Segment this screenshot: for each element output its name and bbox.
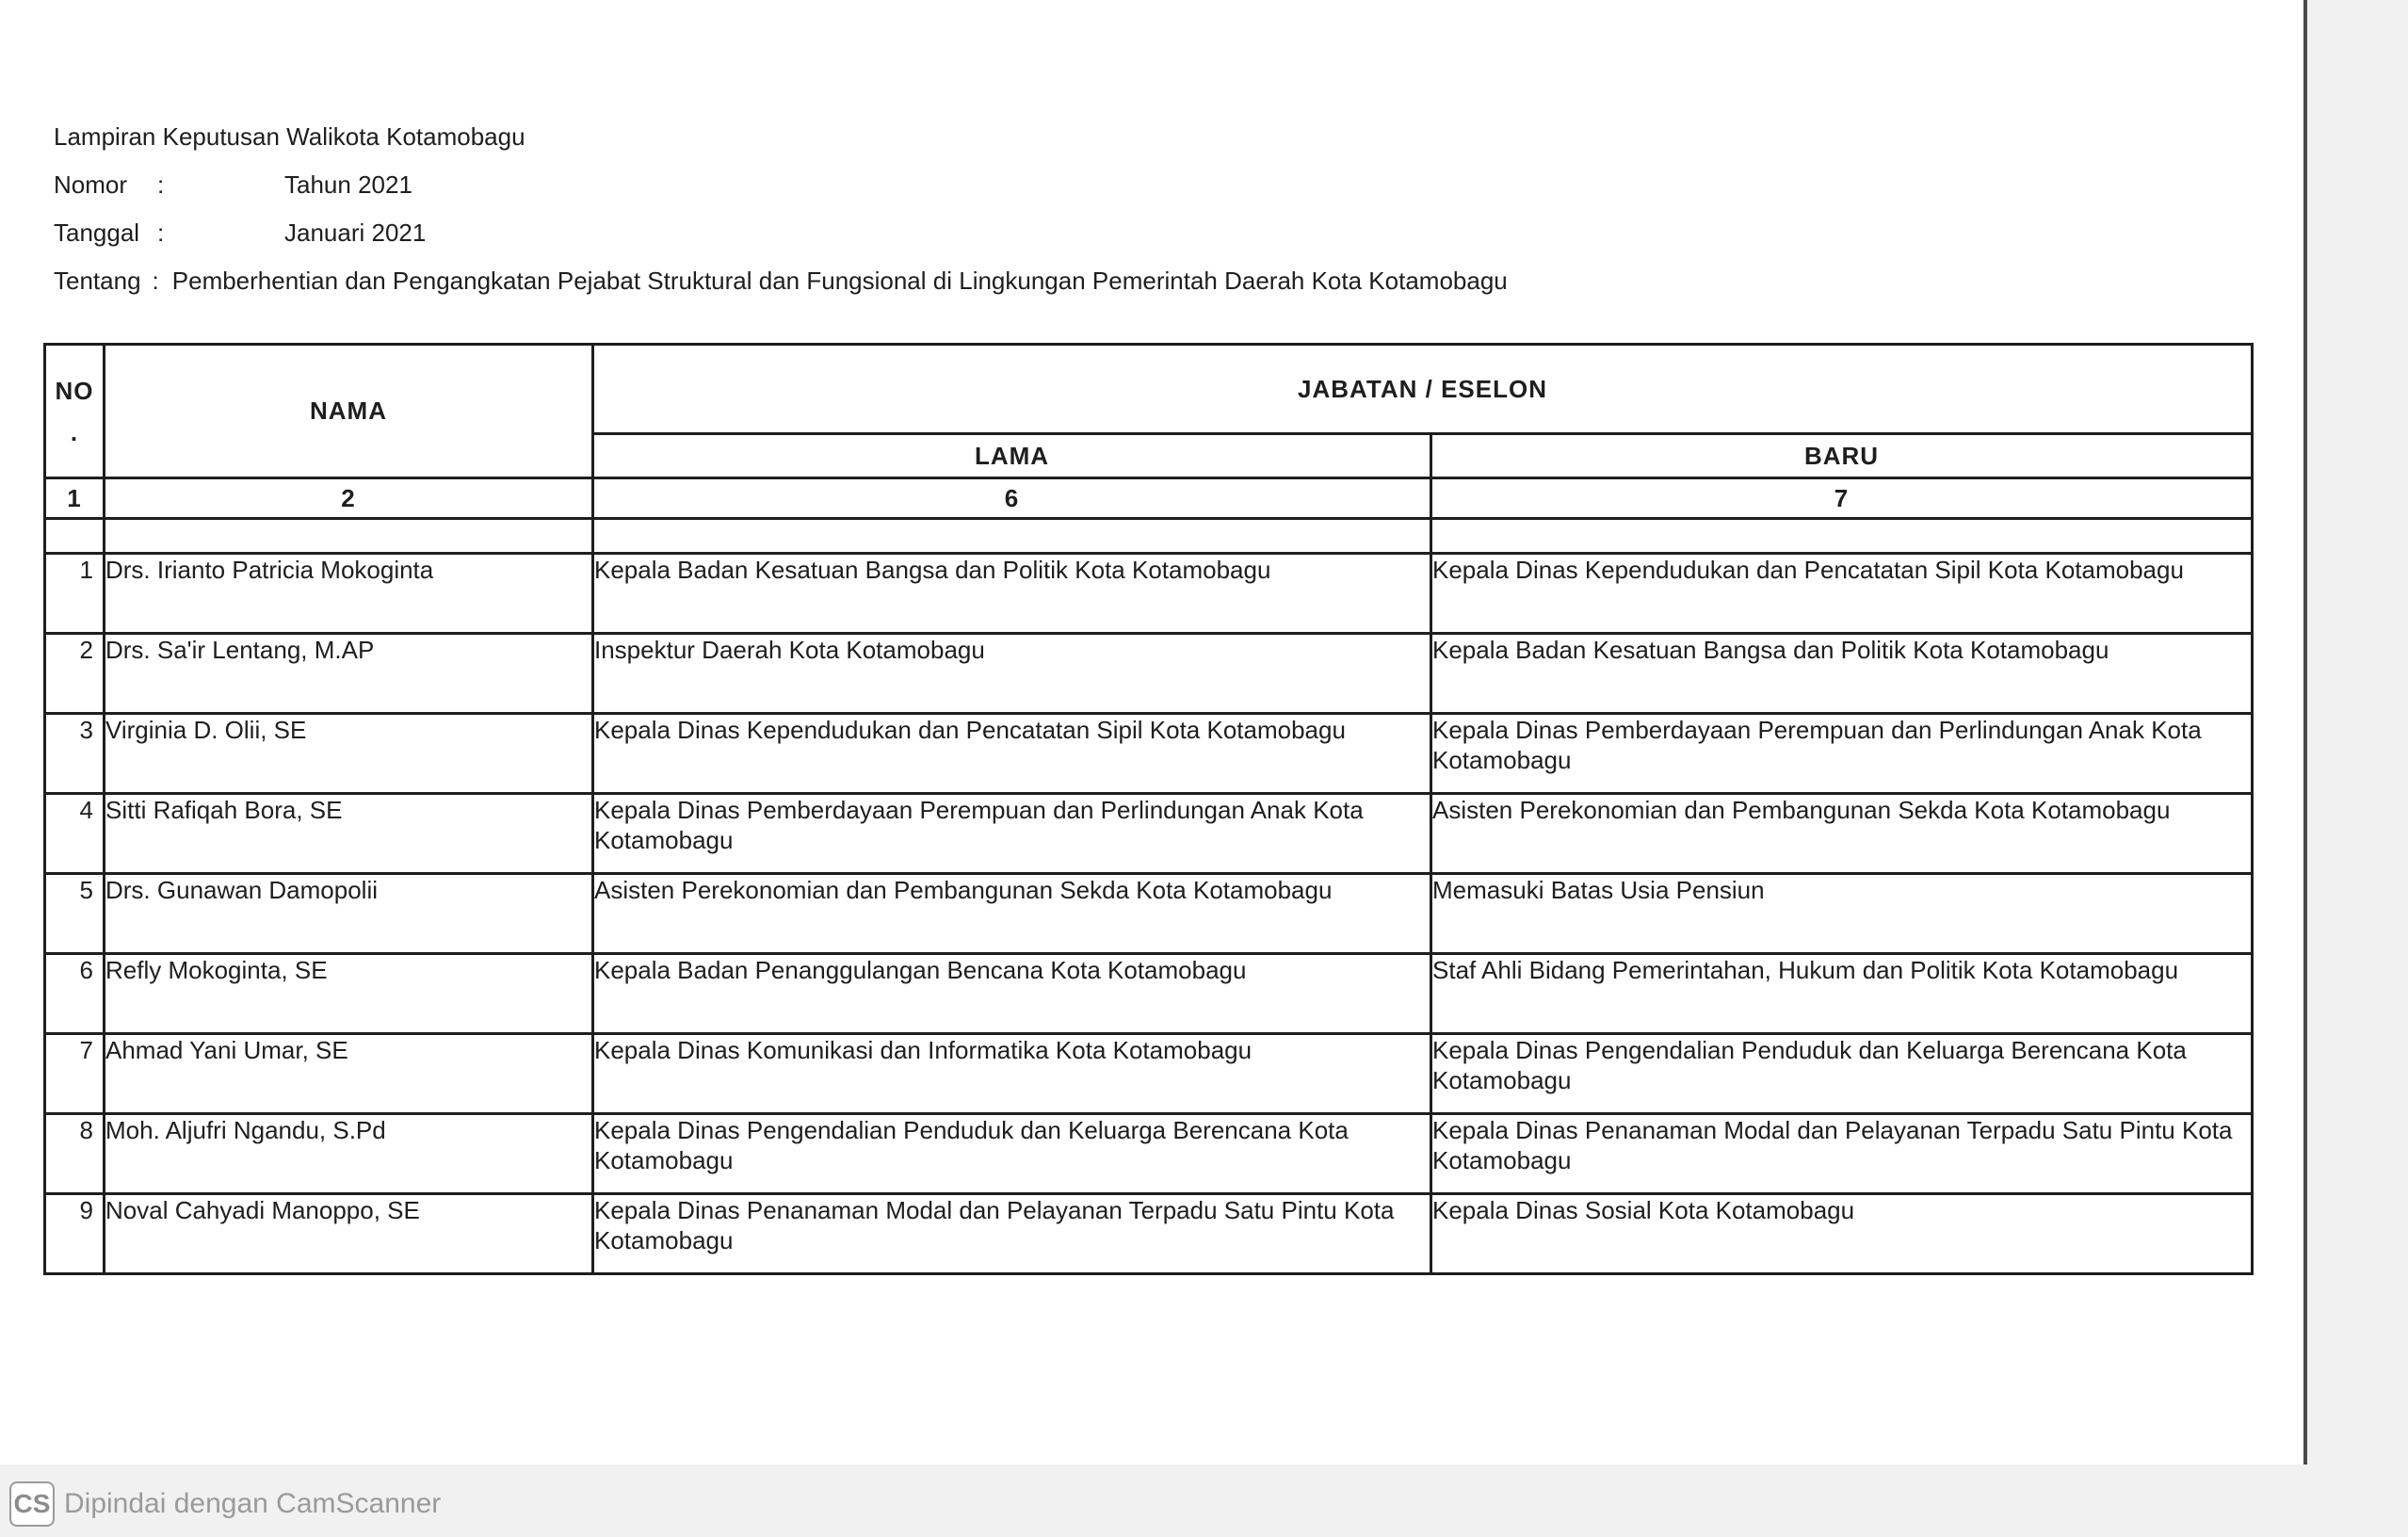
column-number-lama: 6: [593, 478, 1431, 519]
table-row: [45, 714, 2253, 794]
row-jabatan-lama: Kepala Dinas Pengendalian Penduduk dan Keluarga Berencana Kota Kotamobagu: [593, 1114, 1431, 1194]
row-no: 3: [45, 714, 105, 794]
row-no: 5: [45, 874, 105, 954]
row-jabatan-lama: Asisten Perekonomian dan Pembangunan Sekda Kota Kotamobagu: [593, 874, 1431, 954]
row-jabatan-lama: Kepala Dinas Pemberdayaan Perempuan dan Perlindungan Anak Kota Kotamobagu: [593, 794, 1431, 874]
blank-cell: [105, 519, 593, 554]
tanggal-value: Januari 2021: [284, 218, 427, 247]
row-nama: Drs. Gunawan Damopolii: [105, 874, 593, 954]
table-row: [45, 634, 2253, 714]
column-header-jabatan: JABATAN / ESELON: [593, 345, 2253, 434]
tentang-colon: :: [152, 267, 159, 295]
row-jabatan-baru: Kepala Dinas Pengendalian Penduduk dan Keluarga Berencana Kota Kotamobagu: [1431, 1034, 2253, 1114]
header-tanggal-row: [54, 209, 1508, 257]
row-jabatan-lama: Kepala Badan Kesatuan Bangsa dan Politik Kota Kotamobagu: [593, 554, 1431, 634]
row-jabatan-baru: Kepala Dinas Sosial Kota Kotamobagu: [1431, 1194, 2253, 1274]
tanggal-label: Tanggal: [54, 218, 140, 247]
column-header-no: [45, 345, 105, 478]
tentang-value: Pemberhentian dan Pengangkatan Pejabat Struktural dan Fungsional di Lingkungan Pemerintah Daerah Kota Kotamobagu: [171, 267, 1508, 295]
column-header-no-dot: .: [70, 418, 79, 446]
column-header-baru: BARU: [1431, 434, 2253, 478]
row-no: 7: [45, 1034, 105, 1114]
header-title-row: [54, 113, 1508, 161]
row-no: 6: [45, 954, 105, 1034]
column-number-nama: 2: [105, 478, 593, 519]
blank-row: [45, 519, 2253, 554]
row-jabatan-baru: Asisten Perekonomian dan Pembangunan Sekda Kota Kotamobagu: [1431, 794, 2253, 874]
row-nama: Sitti Rafiqah Bora, SE: [105, 794, 593, 874]
row-no: 4: [45, 794, 105, 874]
row-nama: Ahmad Yani Umar, SE: [105, 1034, 593, 1114]
column-header-no-text: NO: [55, 377, 94, 405]
table-row: [45, 554, 2253, 634]
page-edge-shadow: [2303, 0, 2307, 1464]
row-no: 2: [45, 634, 105, 714]
scanner-text: Dipindai dengan CamScanner: [64, 1488, 442, 1519]
column-number-baru: 7: [1431, 478, 2253, 519]
row-jabatan-baru: Kepala Dinas Penanaman Modal dan Pelayanan Terpadu Satu Pintu Kota Kotamobagu: [1431, 1114, 2253, 1194]
header-tentang-row: [54, 257, 1508, 305]
table-row: [45, 1034, 2253, 1114]
nomor-label: Nomor: [54, 170, 128, 199]
header-title: Lampiran Keputusan Walikota Kotamobagu: [54, 122, 525, 151]
document-header: [54, 113, 1508, 305]
camscanner-logo-icon: CS: [9, 1481, 55, 1527]
row-jabatan-baru: Kepala Dinas Kependudukan dan Pencatatan Sipil Kota Kotamobagu: [1431, 554, 2253, 634]
row-jabatan-lama: Kepala Dinas Komunikasi dan Informatika Kota Kotamobagu: [593, 1034, 1431, 1114]
row-nama: Virginia D. Olii, SE: [105, 714, 593, 794]
blank-cell: [45, 519, 105, 554]
header-nomor-row: [54, 161, 1508, 209]
row-no: 1: [45, 554, 105, 634]
nomor-value: Tahun 2021: [284, 170, 412, 199]
column-header-lama: LAMA: [593, 434, 1431, 478]
row-jabatan-baru: Staf Ahli Bidang Pemerintahan, Hukum dan Politik Kota Kotamobagu: [1431, 954, 2253, 1034]
column-number-no: 1: [45, 478, 105, 519]
blank-cell: [593, 519, 1431, 554]
nomor-colon: :: [157, 170, 165, 199]
row-jabatan-lama: Kepala Badan Penanggulangan Bencana Kota Kotamobagu: [593, 954, 1431, 1034]
table-row: [45, 954, 2253, 1034]
table-row: [45, 874, 2253, 954]
row-no: 9: [45, 1194, 105, 1274]
row-jabatan-lama: Kepala Dinas Kependudukan dan Pencatatan Sipil Kota Kotamobagu: [593, 714, 1431, 794]
row-nama: Noval Cahyadi Manoppo, SE: [105, 1194, 593, 1274]
row-no: 8: [45, 1114, 105, 1194]
row-nama: Drs. Irianto Patricia Mokoginta: [105, 554, 593, 634]
table-row: [45, 794, 2253, 874]
column-header-nama: NAMA: [105, 345, 593, 478]
row-jabatan-baru: Kepala Dinas Pemberdayaan Perempuan dan Perlindungan Anak Kota Kotamobagu: [1431, 714, 2253, 794]
row-nama: Refly Mokoginta, SE: [105, 954, 593, 1034]
row-jabatan-baru: Kepala Badan Kesatuan Bangsa dan Politik Kota Kotamobagu: [1431, 634, 2253, 714]
row-jabatan-lama: Inspektur Daerah Kota Kotamobagu: [593, 634, 1431, 714]
table-row: [45, 1114, 2253, 1194]
row-jabatan-lama: Kepala Dinas Penanaman Modal dan Pelayanan Terpadu Satu Pintu Kota Kotamobagu: [593, 1194, 1431, 1274]
blank-cell: [1431, 519, 2253, 554]
tentang-label: Tentang: [54, 267, 141, 295]
row-nama: Drs. Sa'ir Lentang, M.AP: [105, 634, 593, 714]
row-jabatan-baru: Memasuki Batas Usia Pensiun: [1431, 874, 2253, 954]
jabatan-table: [43, 343, 2254, 1275]
table-row: [45, 1194, 2253, 1274]
scanner-watermark: [9, 1481, 441, 1527]
tanggal-colon: :: [157, 218, 165, 247]
row-nama: Moh. Aljufri Ngandu, S.Pd: [105, 1114, 593, 1194]
